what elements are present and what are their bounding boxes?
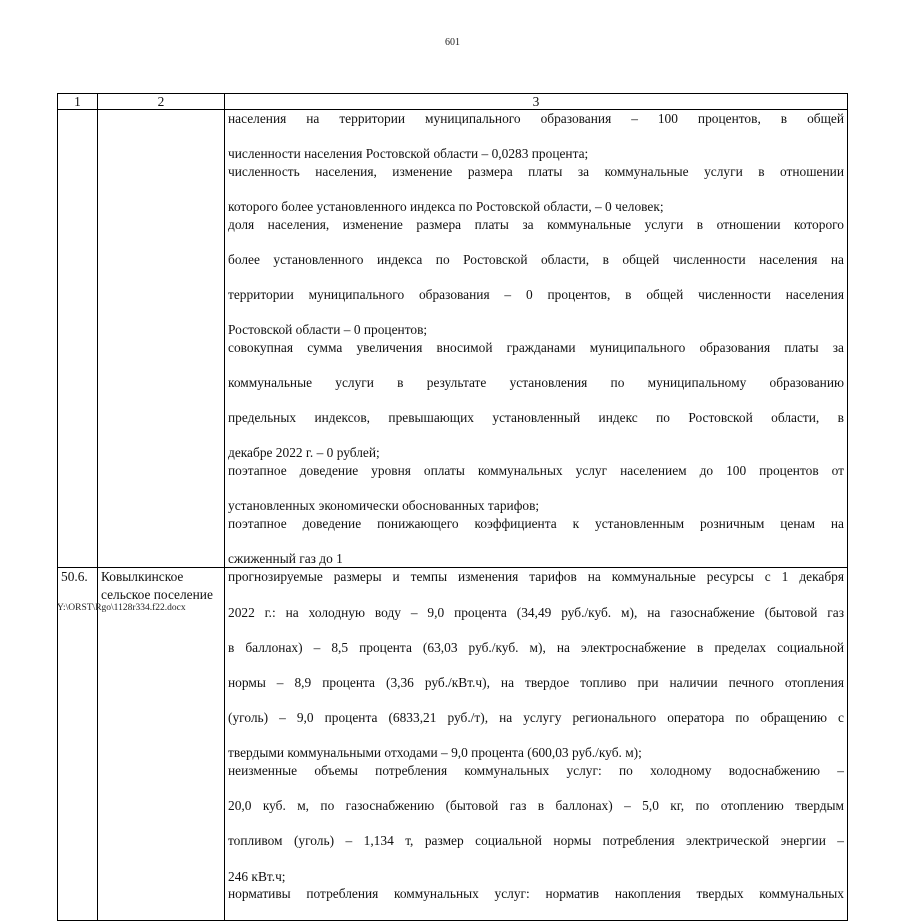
- text-line: в баллонах) – 8,5 процента (63,03 руб./куб. м), на электроснабжение в пределах социальной: [228, 639, 844, 655]
- text-line: нормативы потребления коммунальных услуг: норматив накопления твердых коммунальных: [228, 886, 844, 902]
- text-line: поэтапное доведение уровня оплаты коммунальных услуг населением до 100 процентов от: [228, 462, 844, 478]
- header-col-3: 3: [225, 94, 848, 110]
- text-line: 2022 г.: на холодную воду – 9,0 процента (34,49 руб./куб. м), на газоснабжение (бытовой газ: [228, 604, 844, 620]
- row-name-cell: [98, 110, 225, 568]
- tariff-table: [57, 93, 848, 921]
- header-col-1: 1: [58, 94, 98, 110]
- text-line: 20,0 куб. м, по газоснабжению (бытовой газ в баллонах) – 5,0 кг, по отоплению твердым: [228, 798, 844, 814]
- text-line: доля населения, изменение размера платы за коммунальные услуги в отношении которого: [228, 216, 844, 232]
- text-line: поэтапное доведение понижающего коэффициента к установленным розничным ценам на: [228, 515, 844, 531]
- row-name-cell: [98, 568, 225, 921]
- text-line: декабре 2022 г. – 0 рублей;: [228, 445, 380, 461]
- text-line: установленных экономически обоснованных тарифов;: [228, 498, 540, 514]
- text-line: сжиженный газ до 1: [228, 550, 343, 566]
- row-content-cell: [225, 568, 848, 921]
- header-col-2: 2: [98, 94, 225, 110]
- text-line: населения на территории муниципального образования – 100 процентов, в общей: [228, 111, 844, 126]
- text-line: (уголь) – 9,0 процента (6833,21 руб./т), на услугу регионального оператора по обращению с: [228, 710, 844, 726]
- settlement-name-line: Ковылкинское: [101, 569, 184, 585]
- table-row-continuation: [58, 110, 848, 568]
- file-path-footer: Y:\ORST\Rgo\1128r334.f22.docx: [57, 603, 186, 613]
- text-line: более установленного индекса по Ростовской области, в общей численности населения на: [228, 251, 844, 267]
- text-line: топливом (уголь) – 1,134 т, размер социальной нормы потребления электрической энергии –: [228, 833, 844, 849]
- text-line: неизменные объемы потребления коммунальных услуг: по холодному водоснабжению –: [228, 762, 844, 778]
- text-line: которого более установленного индекса по Ростовской области, – 0 человек;: [228, 198, 664, 214]
- table-header-row: [58, 94, 848, 110]
- text-line: твердыми коммунальными отходами – 9,0 процента (600,03 руб./куб. м);: [228, 745, 642, 761]
- row-number-cell: 50.6.: [58, 568, 98, 921]
- row-number-cell: [58, 110, 98, 568]
- text-line: численность населения, изменение размера платы за коммунальные услуги в отношении: [228, 163, 844, 179]
- table-row-50-6: [58, 568, 848, 921]
- text-line: Ростовской области – 0 процентов;: [228, 322, 428, 338]
- text-line: 246 кВт.ч;: [228, 868, 286, 884]
- text-line: нормы – 8,9 процента (3,36 руб./кВт.ч), на твердое топливо при наличии печного отопления: [228, 675, 844, 690]
- text-line: численности населения Ростовской области – 0,0283 процента;: [228, 146, 589, 162]
- text-line: прогнозируемые размеры и темпы изменения тарифов на коммунальные ресурсы с 1 декабря: [228, 569, 844, 585]
- settlement-name-line: сельское поселение: [101, 587, 213, 603]
- row-content-cell: [225, 110, 848, 568]
- text-line: коммунальные услуги в результате установления по муниципальному образованию: [228, 374, 844, 390]
- text-line: совокупная сумма увеличения вносимой гражданами муниципального образования платы за: [228, 339, 844, 355]
- text-line: предельных индексов, превышающих установленный индекс по Ростовской области, в: [228, 410, 844, 426]
- page-number: 601: [445, 37, 460, 48]
- text-line: территории муниципального образования – 0 процентов, в общей численности населения: [228, 286, 844, 302]
